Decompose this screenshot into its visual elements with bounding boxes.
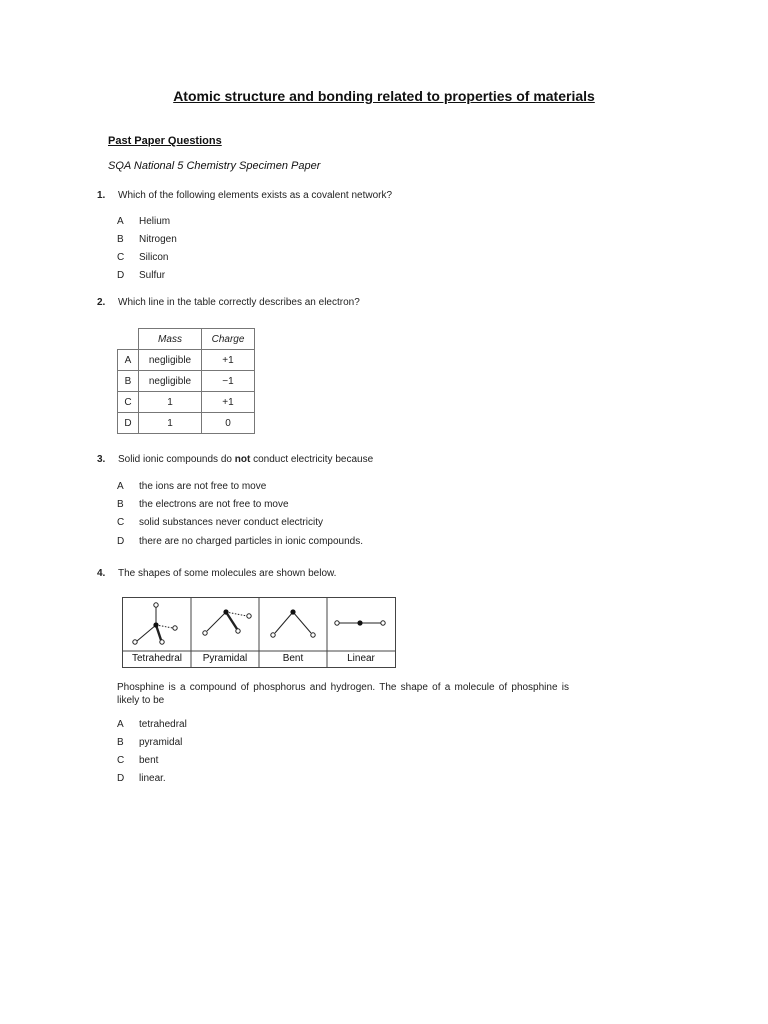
table-row: C 1 +1 (118, 392, 255, 413)
header-charge: Charge (202, 329, 255, 350)
header-mass: Mass (139, 329, 202, 350)
question-number: 1. (97, 190, 106, 201)
question-text: Which line in the table correctly describes an electron? (118, 297, 360, 308)
electron-table (117, 328, 255, 434)
question-text: The shapes of some molecules are shown below. (118, 568, 337, 579)
shape-label-pyramidal: Pyramidal (202, 653, 248, 664)
shape-label-bent: Bent (282, 653, 304, 664)
source-label: SQA National 5 Chemistry Specimen Paper (108, 160, 321, 172)
page-title: Atomic structure and bonding related to properties of materials (173, 88, 595, 104)
question-text: Solid ionic compounds do not conduct electricity because (118, 454, 374, 465)
molecule-shapes-diagram (122, 597, 396, 668)
bent-molecule (271, 609, 315, 637)
question-number: 3. (97, 454, 106, 465)
section-heading: Past Paper Questions (108, 135, 222, 147)
pyramidal-molecule (203, 609, 251, 635)
phosphine-paragraph: Phosphine is a compound of phosphorus and hydrogen. The shape of a molecule of phosphine is likely to be (117, 682, 569, 706)
question-text: Which of the following elements exists as a covalent network? (118, 190, 393, 201)
table-row: B negligible −1 (118, 371, 255, 392)
table-row: A negligible +1 (118, 350, 255, 371)
shape-label-linear: Linear (347, 653, 375, 664)
tetrahedral-molecule (133, 603, 177, 644)
question-number: 2. (97, 297, 106, 308)
question-number: 4. (97, 568, 106, 579)
shape-label-tetrahedral: Tetrahedral (131, 653, 183, 664)
linear-molecule (335, 620, 385, 625)
table-row: D 1 0 (118, 413, 255, 434)
